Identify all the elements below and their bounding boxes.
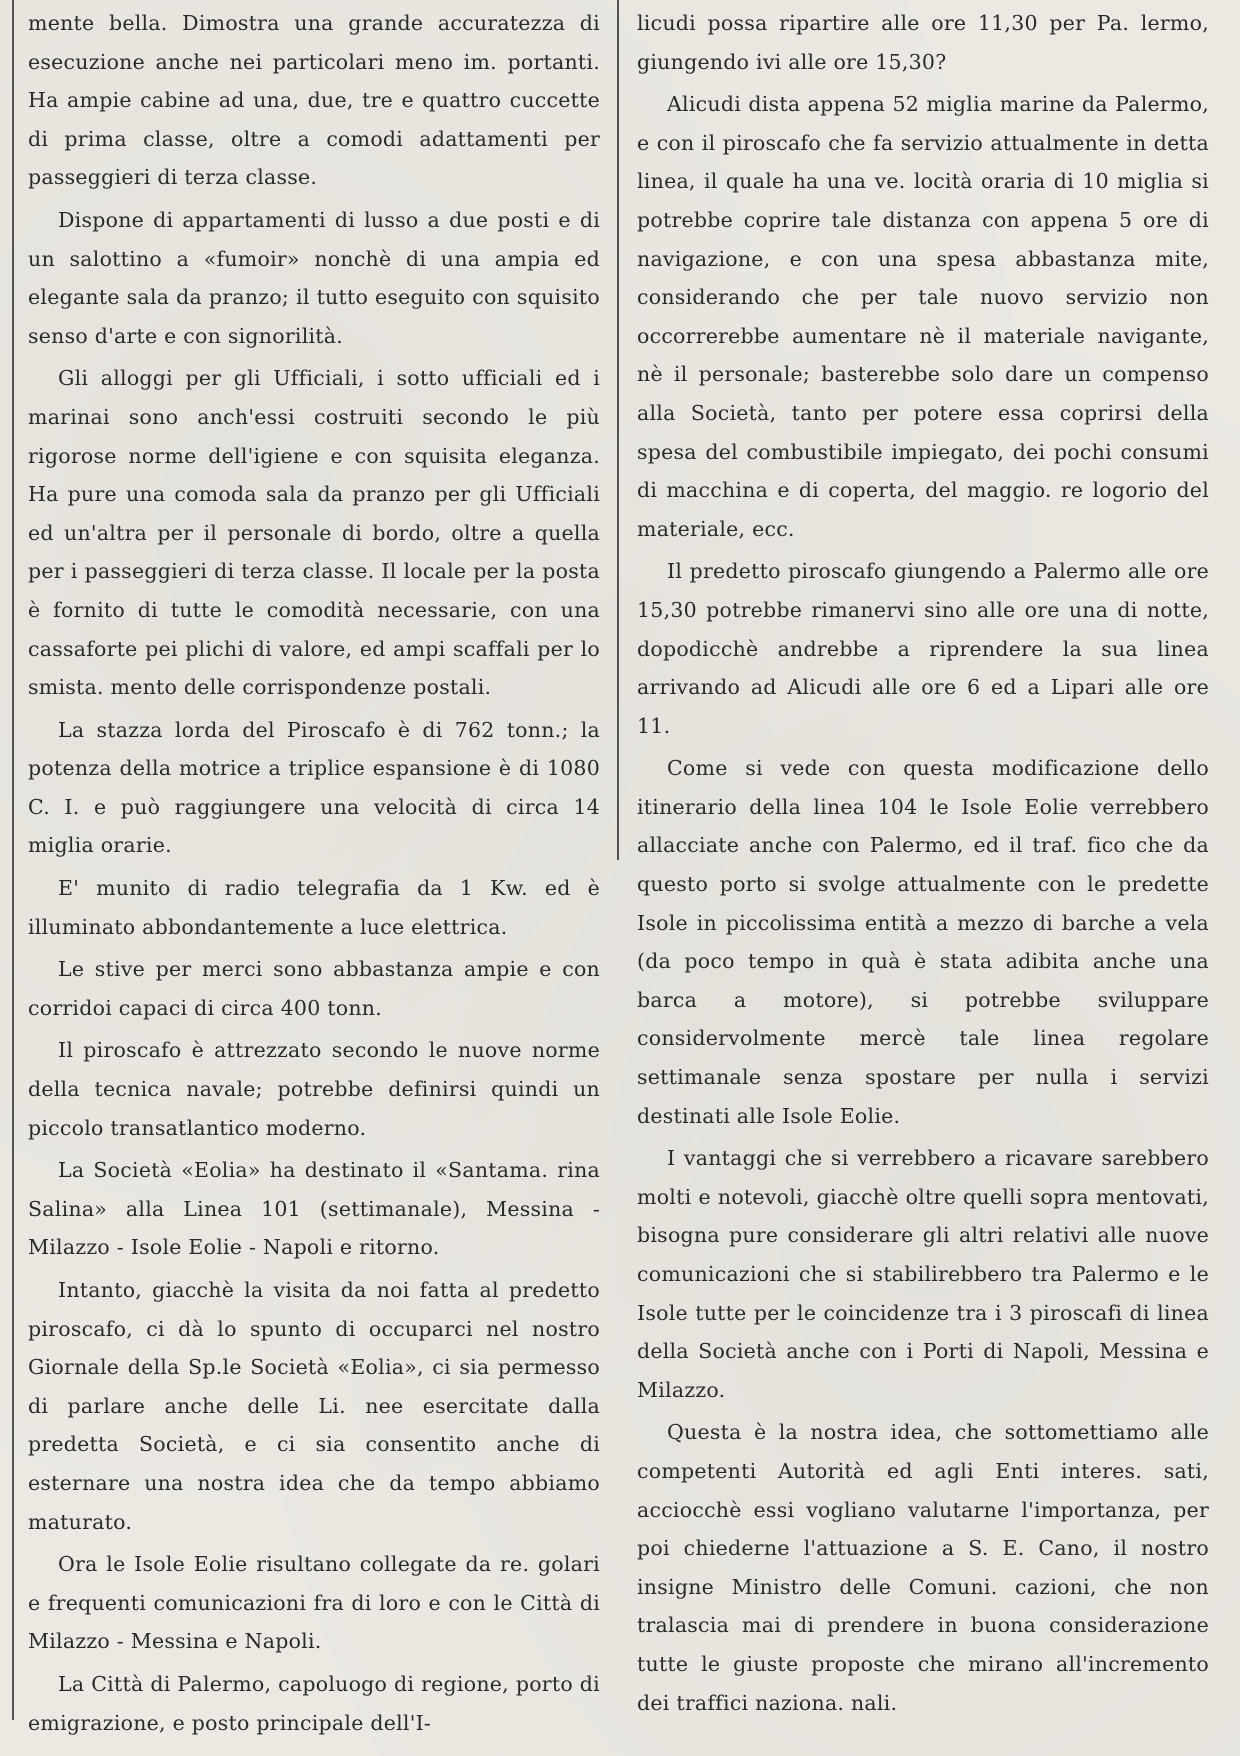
left-paragraph: Le stive per merci sono abbastanza ampie e con corridoi capaci di circa 400 tonn.: [28, 957, 600, 1020]
left-border-rule: [12, 0, 14, 1720]
right-paragraph: I vantaggi che si verrebbero a ricavare sarebbero molti e notevoli, giacchè oltre quelli sopra mentovati, bisogna pure considerare gli altri relativi alle nuove comunicazioni che si stabilirebbero tra Palermo e le Isole tutte per le coincidenze tra i 3 piroscafi di linea della Società anche con i Porti di Napoli, Messina e Milazzo.: [637, 1146, 1209, 1402]
right-paragraph: Come si vede con questa modificazione dello itinerario della linea 104 le Isole Eolie verrebbero allacciate anche con Palermo, ed il traf. fico che da questo porto si svolge attualmente con le predette Isole in piccolissima entità a mezzo di barche a vela (da poco tempo in quà è stata adibita anche una barca a motore), si potrebbe sviluppare considervolmente mercè tale linea regolare settimanale senza spostare per nulla i servizi destinati alle Isole Eolie.: [637, 756, 1209, 1128]
right-paragraph: licudi possa ripartire alle ore 11,30 per Pa. lermo, giungendo ivi alle ore 15,30?: [637, 11, 1209, 74]
right-paragraph: Alicudi dista appena 52 miglia marine da Palermo, e con il piroscafo che fa servizio attualmente in detta linea, il quale ha una ve. locità oraria di 10 miglia si potrebbe coprire tale distanza con appena 5 ore di navigazione, e con una spesa abbastanza mite, considerando che per tale nuovo servizio non occorrerebbe aumentare nè il materiale navigante, nè il personale; basterebbe solo dare un compenso alla Società, tanto per potere essa coprirsi della spesa del combustibile impiegato, dei pochi consumi di macchina e di coperta, del maggio. re logorio del materiale, ecc.: [637, 92, 1209, 541]
column-divider-rule: [617, 0, 619, 860]
left-paragraph: Dispone di appartamenti di lusso a due posti e di un salottino a «fumoir» nonchè di una ampia ed elegante sala da pranzo; il tutto eseguito con squisito senso d'arte e con signorilità.: [28, 207, 600, 348]
left-paragraph: Intanto, giacchè la visita da noi fatta al predetto piroscafo, ci dà lo spunto di occuparci nel nostro Giornale della Sp.le Società «Eolia», ci sia permesso di parlare anche delle Li. nee esercitate dalla predetta Società, e ci sia consentito anche di esternare una nostra idea che da tempo abbiamo maturato.: [28, 1278, 600, 1534]
left-column: [28, 4, 600, 1746]
left-paragraph: E' munito di radio telegrafia da 1 Kw. ed è illuminato abbondantemente a luce elettrica.: [28, 876, 600, 939]
left-paragraph: La Società «Eolia» ha destinato il «Santama. rina Salina» alla Linea 101 (settimanale), Messina - Milazzo - Isole Eolie - Napoli e ritorno.: [28, 1158, 600, 1260]
right-column: [637, 4, 1209, 1726]
left-paragraph: La Città di Palermo, capoluogo di regione, porto di emigrazione, e posto principale dell'I-: [28, 1671, 600, 1735]
right-paragraph: Il predetto piroscafo giungendo a Palermo alle ore 15,30 potrebbe rimanervi sino alle ore una di notte, dopodicchè andrebbe a riprendere la sua linea arrivando ad Alicudi alle ore 6 ed a Lipari alle ore 11.: [637, 559, 1209, 738]
right-paragraph: Questa è la nostra idea, che sottomettiamo alle competenti Autorità ed agli Enti interes. sati, acciocchè essi vogliano valutarne l'importanza, per poi chiederne l'attuazione a S. E. Cano, il nostro insigne Ministro delle Comuni. cazioni, che non tralascia mai di prendere in buona considerazione tutte le giuste proposte che mirano all'incremento dei traffici naziona. nali.: [637, 1420, 1209, 1715]
left-paragraph: La stazza lorda del Piroscafo è di 762 tonn.; la potenza della motrice a triplice espansione è di 1080 C. I. e può raggiungere una velocità di circa 14 miglia orarie.: [28, 717, 600, 858]
left-paragraph: mente bella. Dimostra una grande accuratezza di esecuzione anche nei particolari meno im. portanti. Ha ampie cabine ad una, due, tre e quattro cuccette di prima classe, oltre a comodi adattamenti per passeggieri di terza classe.: [28, 11, 600, 190]
left-paragraph: Gli alloggi per gli Ufficiali, i sotto ufficiali ed i marinai sono anch'essi costruiti secondo le più rigorose norme dell'igiene e con squisita eleganza. Ha pure una comoda sala da pranzo per gli Ufficiali ed un'altra per il personale di bordo, oltre a quella per i passeggieri di terza classe. Il locale per la posta è fornito di tutte le comodità necessarie, con una cassaforte pei plichi di valore, ed ampi scaffali per lo smista. mento delle corrispondenze postali.: [28, 366, 600, 700]
left-paragraph: Il piroscafo è attrezzato secondo le nuove norme della tecnica navale; potrebbe definirsi quindi un piccolo transatlantico moderno.: [28, 1038, 600, 1140]
left-paragraph: Ora le Isole Eolie risultano collegate da re. golari e frequenti comunicazioni fra di loro e con le Città di Milazzo - Messina e Napoli.: [28, 1552, 600, 1654]
